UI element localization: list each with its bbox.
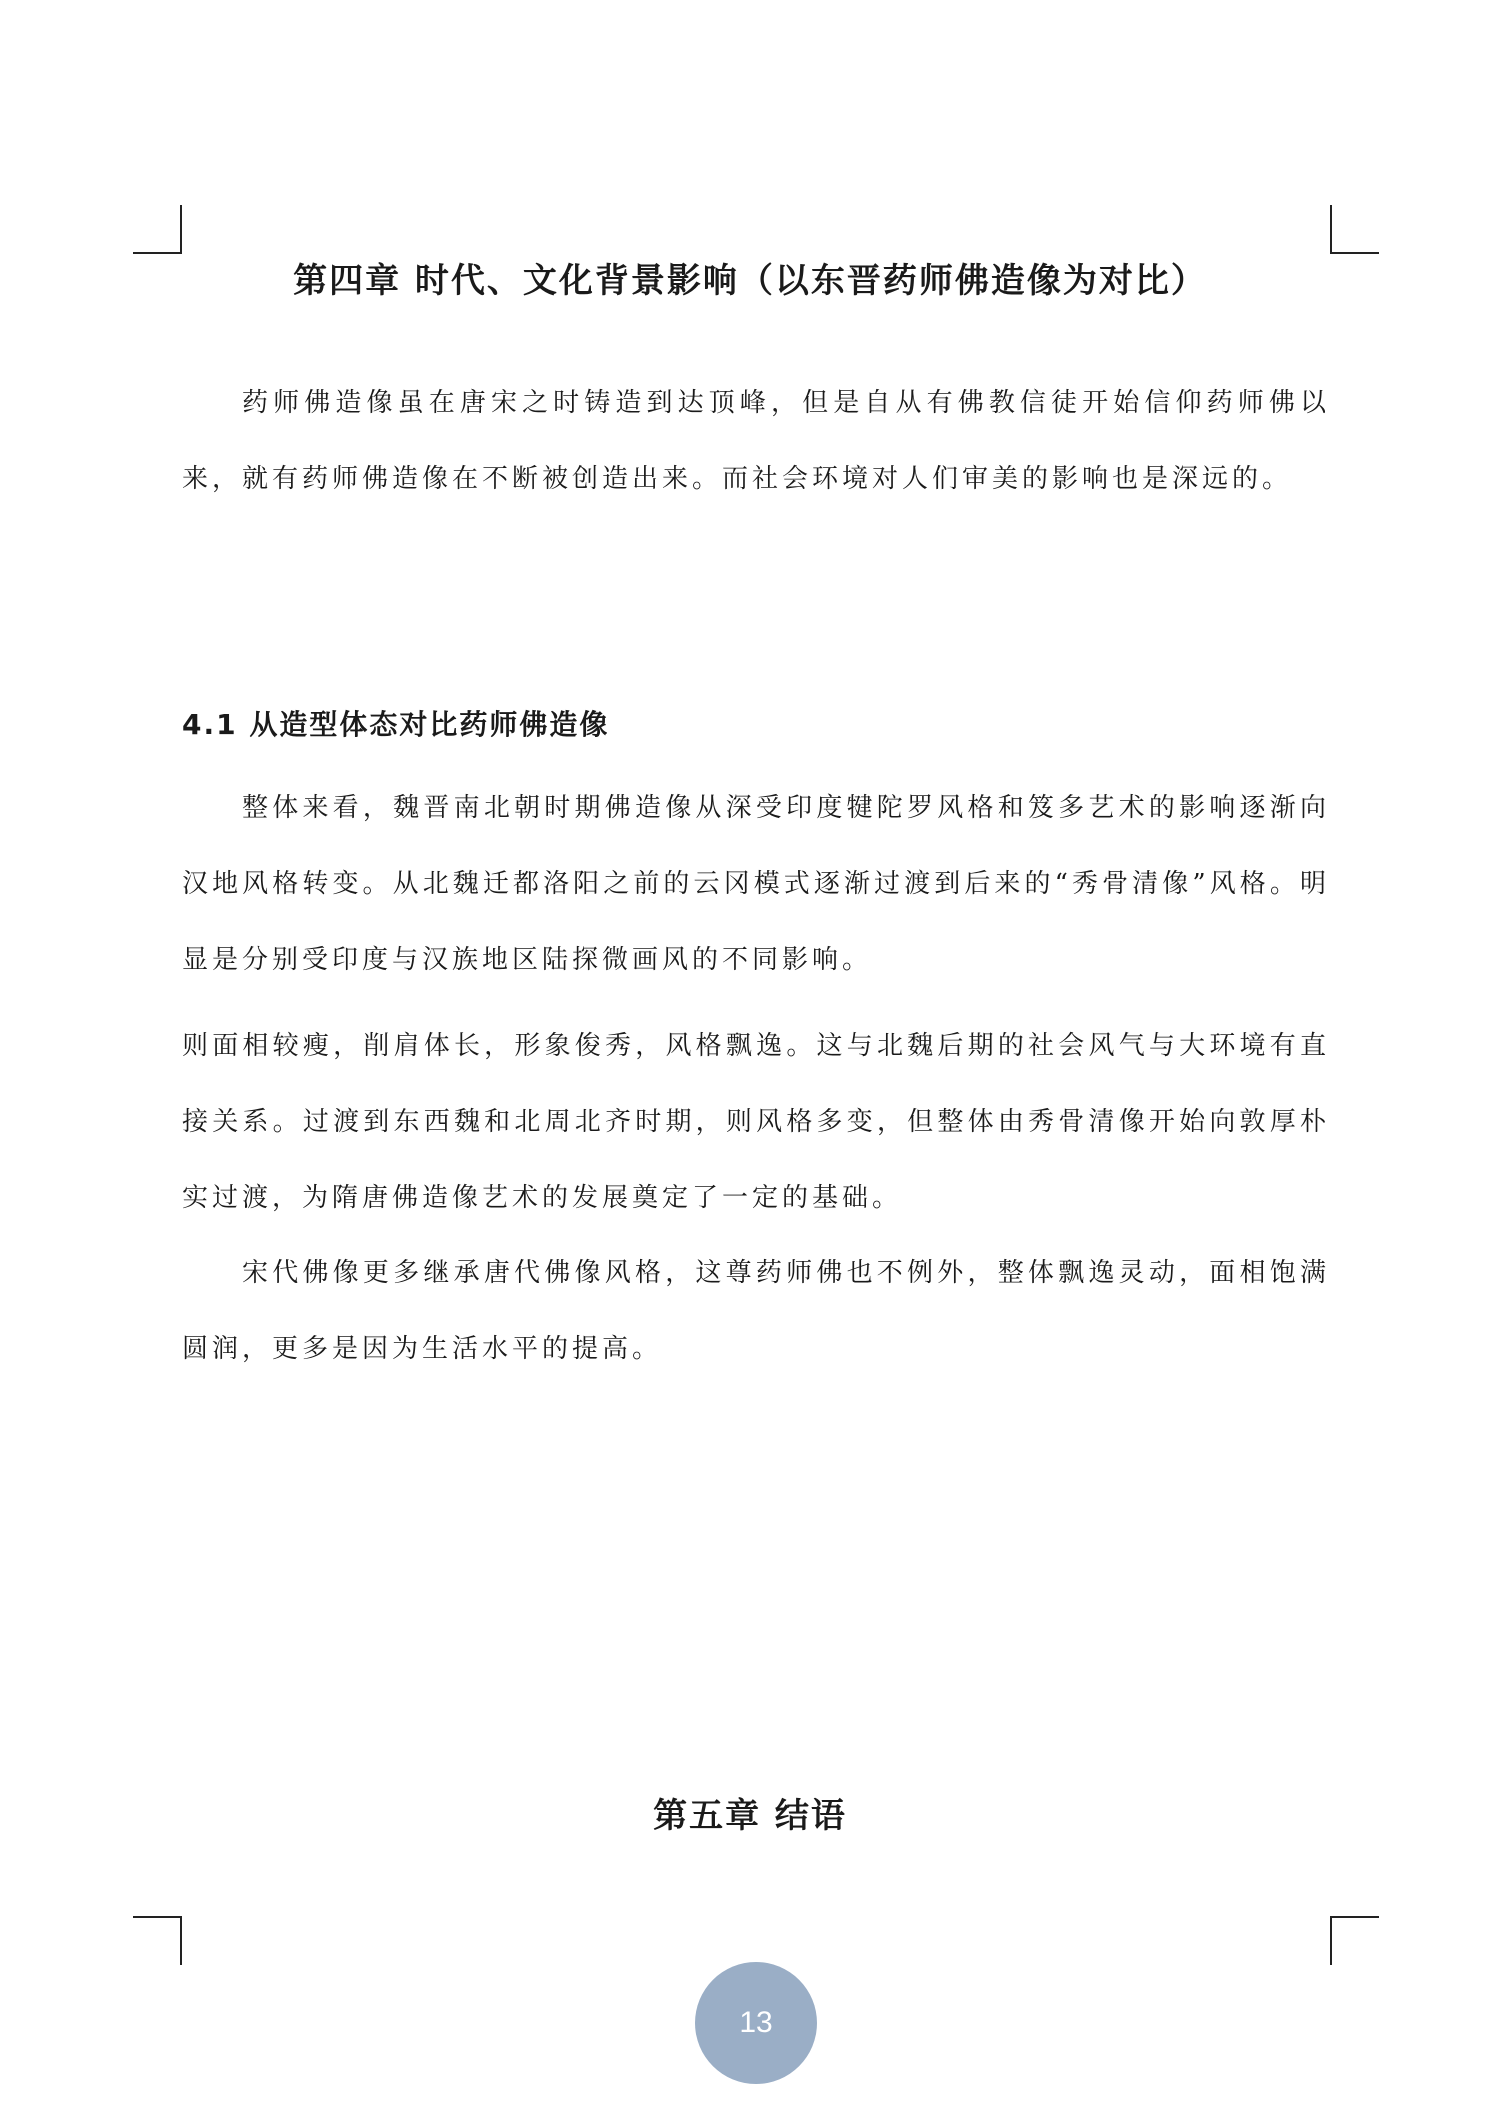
crop-mark-bottom-right	[1330, 1916, 1379, 1965]
chapter-4-title: 第四章 时代、文化背景影响（以东晋药师佛造像为对比）	[293, 261, 1207, 301]
chapter-5-title: 第五章 结语	[653, 1796, 847, 1836]
crop-mark-bottom-left	[133, 1916, 182, 1965]
section-4-1-paragraph-2: 则面相较瘦，削肩体长，形象俊秀，风格飘逸。这与北魏后期的社会风气与大环境有直接关系。过渡到东西魏和北周北齐时期，则风格多变，但整体由秀骨清像开始向敦厚朴实过渡，为隋唐佛造像艺术的发展奠定了一定的基础。	[182, 1031, 1330, 1213]
crop-mark-top-left	[133, 205, 182, 254]
section-4-1-heading: 4.1 从造型体态对比药师佛造像	[182, 708, 610, 741]
crop-mark-top-right	[1330, 205, 1379, 254]
chapter-4-intro-paragraph: 药师佛造像虽在唐宋之时铸造到达顶峰，但是自从有佛教信徒开始信仰药师佛以来，就有药师佛造像在不断被创造出来。而社会环境对人们审美的影响也是深远的。	[182, 388, 1330, 494]
section-4-1-paragraph-1: 整体来看，魏晋南北朝时期佛造像从深受印度犍陀罗风格和笈多艺术的影响逐渐向汉地风格转变。从北魏迁都洛阳之前的云冈模式逐渐过渡到后来的“秀骨清像”风格。明显是分别受印度与汉族地区陆探微画风的不同影响。	[182, 793, 1330, 975]
page-number-badge: 13	[695, 1962, 817, 2084]
section-4-1-paragraph-3: 宋代佛像更多继承唐代佛像风格，这尊药师佛也不例外，整体飘逸灵动，面相饱满圆润，更多是因为生活水平的提高。	[182, 1258, 1330, 1364]
